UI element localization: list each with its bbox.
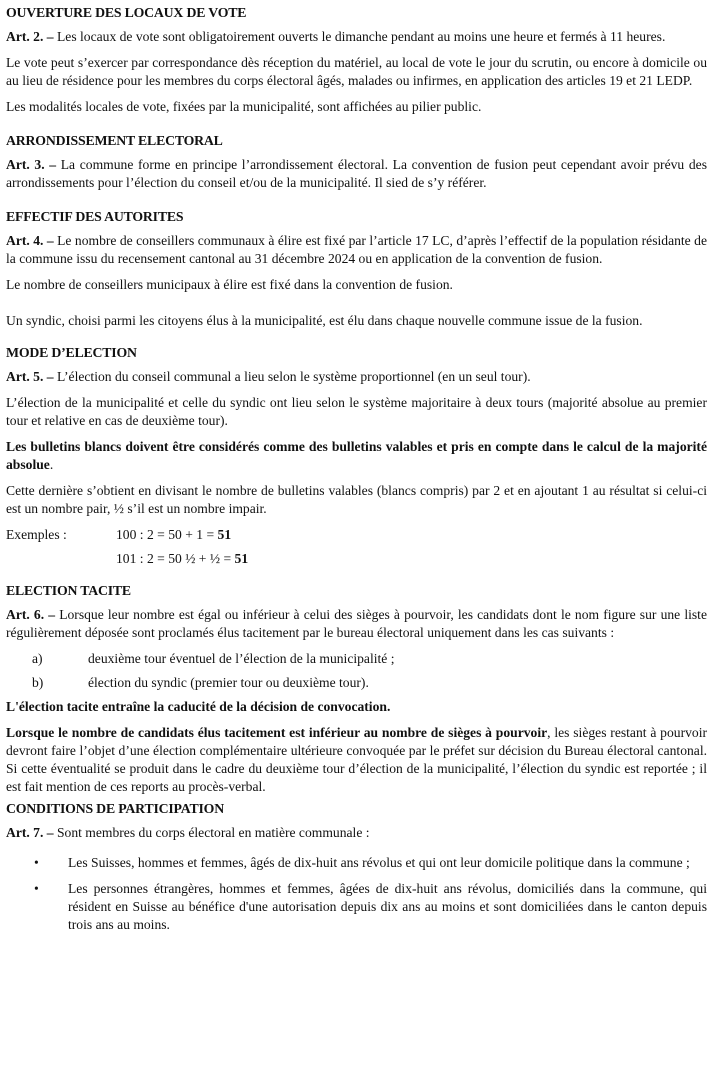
article-text: Sont membres du corps électoral en matière communale : [53,825,370,840]
section-election-tacite [6,582,707,796]
list-item: b) élection du syndic (premier tour ou deuxième tour). [6,674,707,692]
article-2 [6,28,707,46]
example-row [6,550,707,568]
article-label: Art. 3. – [6,157,57,172]
bullet-list [6,854,707,934]
list-item: a) deuxième tour éventuel de l’élection de la municipalité ; [6,650,707,668]
list-item: • Les Suisses, hommes et femmes, âgés de dix-huit ans révolus et qui ont leur domicile politique dans la commune ; [6,854,707,872]
article-text: Les locaux de vote sont obligatoirement ouverts le dimanche pendant au moins une heure et fermés à 11 heures. [53,29,666,44]
article-text: La commune forme en principe l’arrondissement électoral. La convention de fusion peut cependant avoir prévu des arrondissements pour l’élection du conseil et/ou de la municipalité. Il sied de s’y référer. [6,157,707,190]
article-text: Lorsque leur nombre est égal ou inférieur à celui des sièges à pourvoir, les candidats dont le nom figure sur une liste régulièrement déposée sont proclamés élus tacitement par le bureau électoral uniquement dans les cas suivants : [6,607,707,640]
article-label: Art. 7. – [6,825,54,840]
example-result: 51 [234,551,249,566]
calc-paragraph: Cette dernière s’obtient en divisant le nombre de bulletins valables (blancs compris) par 2 et en ajoutant 1 au résultat si celui-ci est un nombre pair, ½ s’il est un nombre impair. [6,483,707,516]
bullet-icon: • [34,881,39,896]
example-result: 51 [217,527,232,542]
section-effectif [6,208,707,330]
bold-text: Lorsque le nombre de candidats élus tacitement est inférieur au nombre de sièges à pourvoir [6,725,548,740]
section-heading: EFFECTIF DES AUTORITES [6,209,184,224]
bullet-icon: • [34,855,39,870]
article-3 [6,156,707,192]
article-5 [6,368,707,386]
section-arrondissement [6,132,707,192]
section-heading: ELECTION TACITE [6,583,131,598]
example-expression: 100 : 2 = 50 + 1 = 51 [116,527,232,542]
paragraph: Le vote peut s’exercer par correspondance dès réception du matériel, au local de vote le jour du scrutin, ou encore à domicile ou au lieu de résidence pour les membres du corps électoral âgés, malades ou infirmes, en application des articles 19 et 21 LEDP. [6,55,707,88]
article-6 [6,606,707,642]
final-paragraph: Lorsque le nombre de candidats élus tacitement est inférieur au nombre de sièges à pourvoir, les sièges restant à pourvoir devront faire l’objet d’une élection complémentaire ultérieure convoquée par le préfet sur décision du Bureau électoral cantonal. Si cette éventualité se produit dans le cadre du deuxième tour d’élection de la municipalité, l’élection du syndic est reportée ; il est fait mention de ces reports au procès-verbal. [6,725,707,794]
section-heading: ARRONDISSEMENT ELECTORAL [6,133,223,148]
article-label: Art. 4. – [6,233,54,248]
section-ouverture-locaux [6,4,707,116]
article-7 [6,824,707,842]
article-label: Art. 2. – [6,29,54,44]
bold-paragraph: Les bulletins blancs doivent être considérés comme des bulletins valables et pris en compte dans le calcul de la majorité absolue. [6,439,707,472]
paragraph: Le nombre de conseillers municipaux à élire est fixé dans la convention de fusion. [6,277,453,292]
section-heading: CONDITIONS DE PARTICIPATION [6,801,224,816]
section-heading: OUVERTURE DES LOCAUX DE VOTE [6,5,247,20]
example-row [6,526,707,544]
article-label: Art. 6. – [6,607,56,622]
bold-statement: L'élection tacite entraîne la caducité de la décision de convocation. [6,699,391,714]
examples-label: Exemples : [6,527,67,542]
paragraph: L’élection de la municipalité et celle du syndic ont lieu selon le système majoritaire à deux tours (majorité absolue au premier tour et relative en cas de deuxième tour). [6,395,707,428]
section-mode-election [6,344,707,568]
paragraph: Les modalités locales de vote, fixées par la municipalité, sont affichées au pilier public. [6,99,482,114]
article-4 [6,232,707,268]
list-item: • Les personnes étrangères, hommes et femmes, âgées de dix-huit ans révolus, domiciliés dans la commune, qui résident en Suisse au bénéfice d'une autorisation depuis dix ans au moins et sont domiciliées dans le canton depuis trois ans au moins. [6,880,707,934]
section-heading: MODE D’ELECTION [6,345,137,360]
article-text: L’élection du conseil communal a lieu selon le système proportionnel (en un seul tour). [53,369,531,384]
list-marker: a) [32,651,43,666]
paragraph: Un syndic, choisi parmi les citoyens élus à la municipalité, est élu dans chaque nouvelle commune issue de la fusion. [6,313,643,328]
example-expression: 101 : 2 = 50 ½ + ½ = 51 [116,551,249,566]
alpha-list [6,650,707,692]
list-marker: b) [32,675,44,690]
section-conditions-participation [6,800,707,934]
bold-text: Les bulletins blancs doivent être considérés comme des bulletins valables et pris en compte dans le calcul de la majorité absolue [6,439,707,472]
article-label: Art. 5. – [6,369,54,384]
article-text: Le nombre de conseillers communaux à élire est fixé par l’article 17 LC, d’après l’effectif de la population résidante de la commune issu du recensement cantonal au 31 décembre 2024 ou en application de la convention de fusion. [6,233,707,266]
